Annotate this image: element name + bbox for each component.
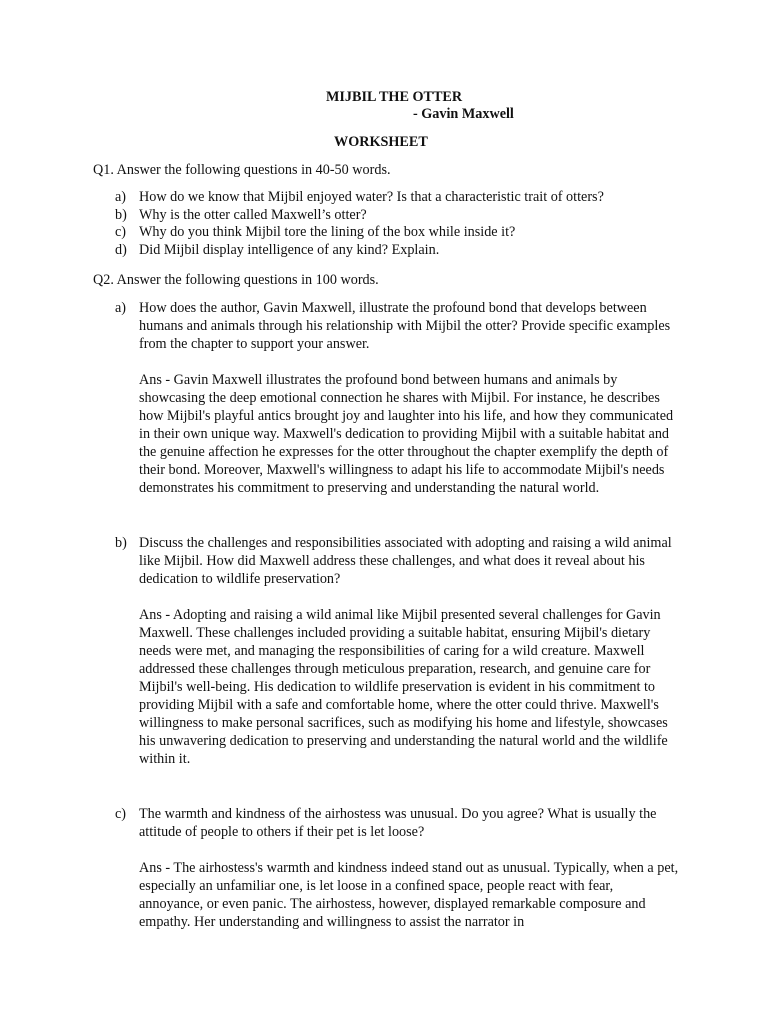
list-marker: a) bbox=[115, 300, 127, 316]
list-item bbox=[115, 224, 685, 242]
q2-label: Q2. Answer the following questions in 100 words. bbox=[93, 272, 379, 288]
list-item bbox=[115, 242, 685, 260]
answer-text: Ans - Gavin Maxwell illustrates the profound bond between humans and animals by showcasing the deep emotional connection he shares with Mijbil. For instance, he describes how Mijbil's playful antics brought joy and laughter into his life, and how they communicated in their own unique way. Maxwell's dedication to providing Mijbil with a suitable habitat and the genuine affection he expresses for the otter throughout the chapter exemplify the depth of their bond. Moreover, Maxwell's willingness to adapt his life to accommodate Mijbil's needs demonstrates his commitment to preserving and understanding the natural world. bbox=[139, 372, 674, 496]
answer-text: Ans - The airhostess's warmth and kindness indeed stand out as unusual. Typically, when a pet, especially an unfamiliar one, is let loose in a confined space, people react with fear, annoyance, or even panic. The airhostess, however, displayed remarkable composure and empathy. Her understanding and willingness to assist the narrator in bbox=[139, 860, 679, 930]
list-item bbox=[115, 207, 685, 225]
list-marker: a) bbox=[115, 189, 127, 205]
list-marker: d) bbox=[115, 241, 127, 258]
q1-question-list bbox=[115, 189, 685, 259]
list-marker: c) bbox=[115, 806, 127, 822]
q2-item-b bbox=[115, 534, 685, 768]
question-text: Why do you think Mijbil tore the lining of the box while inside it? bbox=[139, 224, 516, 241]
question-text: Discuss the challenges and responsibilities associated with adopting and raising a wild animal like Mijbil. How did Maxwell address these challenges, and what does it reveal about his dedication to wildlife preservation? bbox=[139, 535, 672, 587]
list-item bbox=[115, 189, 685, 207]
q1-label: Q1. Answer the following questions in 40-50 words. bbox=[93, 162, 391, 178]
question-text: Why is the otter called Maxwell’s otter? bbox=[139, 206, 367, 223]
document-title: MIJBIL THE OTTER bbox=[326, 89, 463, 105]
question-text: How does the author, Gavin Maxwell, illustrate the profound bond that develops between humans and animals through his relationship with Mijbil the otter? Provide specific examples from the chapter to support your answer. bbox=[139, 300, 671, 352]
list-marker: c) bbox=[115, 224, 127, 241]
q2-item-c bbox=[115, 805, 685, 931]
question-text: Did Mijbil display intelligence of any kind? Explain. bbox=[139, 241, 440, 258]
question-text: The warmth and kindness of the airhostess was unusual. Do you agree? What is usually the attitude of people to others if their pet is let loose? bbox=[139, 806, 657, 840]
question-text: How do we know that Mijbil enjoyed water? Is that a characteristic trait of otters? bbox=[139, 189, 604, 205]
q2-item-a bbox=[115, 299, 685, 497]
answer-text: Ans - Adopting and raising a wild animal like Mijbil presented several challenges for Gavin Maxwell. These challenges included providing a suitable habitat, ensuring Mijbil's dietary needs were met, and managing the responsibilities of caring for a wild creature. Maxwell addressed these challenges through meticulous preparation, research, and genuine care for Mijbil's well-being. His dedication to wildlife preservation is evident in his commitment to providing Mijbil with a safe and comfortable home, where the otter could thrive. Maxwell's willingness to make personal sacrifices, such as modifying his home and lifestyle, showcases his unwavering dedication to preserving and understanding the natural world and the wildlife within it. bbox=[139, 607, 668, 767]
document-author: - Gavin Maxwell bbox=[413, 106, 514, 122]
list-marker: b) bbox=[115, 535, 127, 551]
list-marker: b) bbox=[115, 206, 127, 223]
worksheet-heading: WORKSHEET bbox=[334, 134, 428, 150]
